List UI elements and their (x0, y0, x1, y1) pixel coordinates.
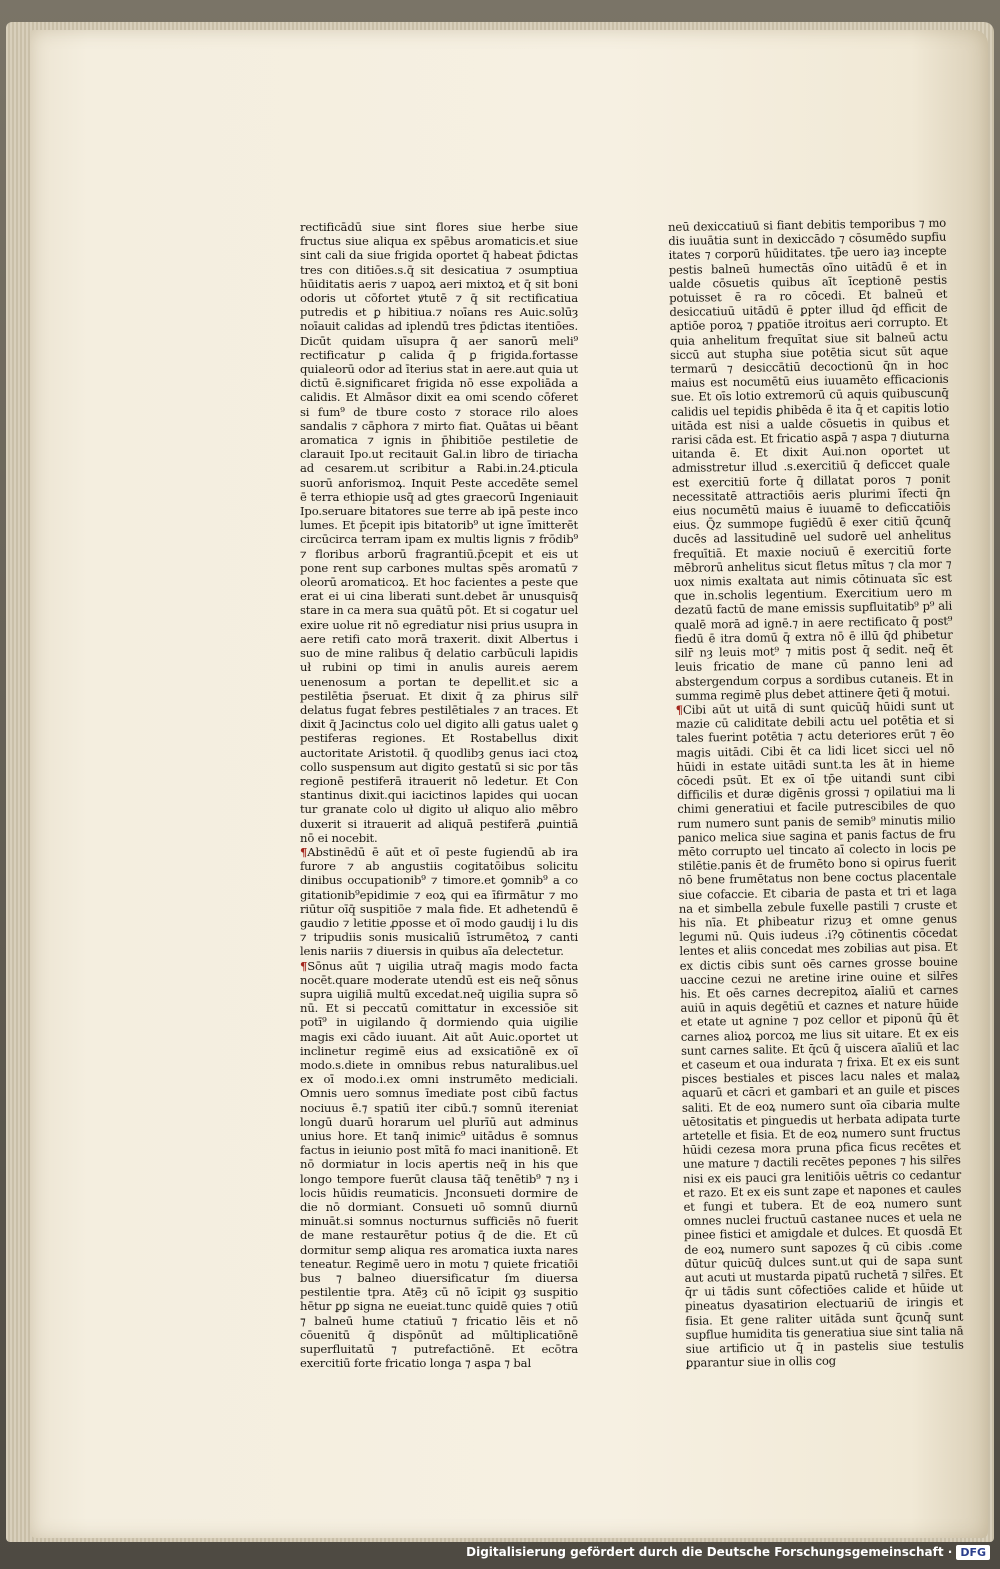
left-paragraph-3-text: Sōnus aūt ⁊ uigilia utraq̄ magis modo facta nocēt.quare moderate utendū est eis neq̄ sōnus supra uigiliā multū excedat.neq̄ uigilia supra sō nū. Et si peccatū comittatur in excessiōe sit potī⁹ in uigilando q̄ dormiendo quia uigilie magis exi cādo iuuant. Ait aūt Auic.oportet ut inclinetur regimē eius ad exsicatiōnē ex oī modo.s.diete in omnibus rebus naturalibus.uel ex oī modo.i.ex omni instrumēto mediciali. Omnis uero somnus īmediate post cibū factus nociuus ē.⁊ spatiū iter cibū.⁊ somnū itereniat longū duarū horarum uel plurīū aut adminus unius hore. Et tanq̄ inimic⁹ uitādus ē somnus factus in ieiunio post mītā fo maci inanitionē. Et nō dormiatur in locis apertis neq̄ in his que longo tempore fuerūt clausa tāq̄ tenētib⁹ ⁊ nȝ i locis hūidis reumaticis. Jnconsueti dormire de die nō dormiant. Consueti uō somnū diurnū minuāt.si somnus nocturnus sufficiēs nō fuerit de mane restaurētur potius q̄ de die. Et cū dormitur semꝑ aliqua res aromatica iuxta nares teneatur. Regimē uero in motu ⁊ quiete fricatiōi bus ⁊ balneo diuersificatur ſm diuersa pestilentie tpra. Atē̄ȝ cū nō īcipit ꝯȝ suspitio hētur ꝑꝑ signa ne eueiat.tunc quidē quies ⁊ otiū ⁊ balneū hume ctatiuū ⁊ fricatio lēis et nō cōuenitū q̄ dispōnūt ad mūltiplicatiōnē superfluitatū ⁊ putrefactiōnē. Et ecōtra exercitiū forte fricatio longa ⁊ asꝑa ⁊ bal (300, 958, 578, 1371)
right-text-column (668, 216, 964, 1371)
digitization-credit (466, 1541, 990, 1563)
right-paragraph-1: neū dexiccatiuū si fiant debitis temporibus ⁊ mo dis iuuātia sunt in dexiccādo ⁊ cōsumēdo supfiu itates ⁊ corporū hūiditates. tp̄e uero iaȝ incepte pestis balneū humectās oīno uitādū ē et in ualde cōsuetis quibus aīt īceptionē pestis potuisset ē ra ro cōcedi. Et balneū et desiccatiuū uitādū ē ꝑpter illud q̄d efficit de aptiōe poroꝝ ⁊ ꝑpatiōe itroitus aeri corrupto. Et quia anhelitum frequītat siue sit balneū actu siccū aut stupha siue potētia sicut sūt aque termarū ⁊ desiccātiū decoctionū q̄n in hoc maius est nocumētū eius iuuamēto efficacionis sue. Et oīs lotio extremorū cū aquis quibuscunq̄ calidis uel tepidis ꝑhibēda ē ita q̄ et capitis lotio uitāda est nisi a ualde cōsuetis in quibus et rarisi cāda est. Et fricatio asꝑā ⁊ aspa ⁊ diuturna uitanda ē. Et dixit Aui.non oportet ut admisstretur illud .s.exercitiū q̄ deficcet quale est exercitiū forte q̄ dillatat poros ⁊ ponit necessitatē attractiōis aeris plurimi īfecti q̄n eius nocumētū maius ē iuuamē to deficcatiōis eius. Q̄z summope fugiēdū ē exer citiū q̄cunq̄ ducēs ad lassitudinē uel sudorē uel anhelitus frequītiā. Et maxie nociuū ē exercitiū forte mēbrorū anhelitus sicut fletus mītus ⁊ cla mor ⁊ uox nimis exaltata aut nimis cōtinuata sīc est que in.scholis legentium. Exercitium uero m dezatū factū de mane emissis supfluitatib⁹ p⁹ ali qualē morā ad ignē.⁊ in aere rectificato q̄ post⁹ fiedū ē itra domū q̄ extra nō ē illū q̄d ꝑhibetur silr̄ nȝ leuis mot⁹ ⁊ mitis post q̄ sedit. neq̄ ēt leuis fricatio de mane cū panno leni ad abstergendum corpus a sordibus cutaneis. Et in summa regimē plus debet attinere q̄eti q̄ motui. (668, 215, 954, 703)
paragraph-mark-icon: ¶ (300, 844, 308, 859)
dfg-logo: DFG (956, 1545, 990, 1560)
right-paragraph-2-text: Cibi aūt ut uitā di sunt quicūq̄ hūidi sunt ut mazie cū caliditate debili actu uel potētia et si tales fuerint potētia ⁊ actu deteriores erūt ⁊ ēo magis uitādi. Cibi ēt ca lidi licet sicci uel nō hūidi in estate uitādi sunt.ta les āt in hieme cōcedi psūt. Et ex oī tp̄e uitandi sunt cibi difficilis et duræ digēnis grossi ⁊ opilatiui ma li chimi generatiui et facile putrescibiles de quo rum numero sunt panis de semib⁹ minutis milio panico melica siue sagina et panis factus de fru mēto corrupto uel tincato aī colecto in locis pe stilētie.panis ēt de frumēto bono si opirus fuerit nō bene frumētatus non bene coctus placentale siue cofaccie. Et cibaria de pasta et tri et laga na et simbella zebule fuxelle pastili ⁊ cruste et his nīa. Et ꝑhibeatur rizuȝ et omne genus legumi nū. Quis iudeus .i?ꝯ cōtinentis cōcedat lentes et aliis concedat mes zobilias aut pisa. Et ex dictis cibis sunt oēs carnes grosse bouine uaccine cezui ne aretine irine ouine et silr̄es his. Et oēs carnes decrepitoꝝ aīaliū et carnes auiū in aquis degētiū et caznes et nature hūide et etate ut agnine ⁊ poz cellor et piponū q̄ū ēt carnes alioꝝ porcoꝝ me lius sit uitare. Et ex eis sunt carnes salite. Et q̄cū q̄ uiscera aīaliū et lac et caseum et oua indurata ⁊ frixa. Et ex eis sunt pisces bestiales et pisces lacu nales et malaꝝ aquarū et cācri et gambari et an guile et pisces saliti. Et de eoꝝ numero sunt oīa cibaria multe uētositatis et pinguedis ut herbata adipata turte artetelle et fisia. Et de eoꝝ numero sunt fructus hūidi cezesa mora pruna pfica ficus recētes et une mature ⁊ dactili recētes pepones ⁊ his silr̄es nisi ex eis pauci gra lenitiōis uētris co cedantur et razo. Et ex eis sunt zape et napones et caules et fungi et tubera. Et de eoꝝ numero sunt omnes nuclei fructuū castanee nuces et uela ne pinee fistici et amigdale et dulces. Et quosdā Et de eoꝝ numero sunt sapozes q̄ cū cibis .come dūtur quicūq̄ dulces sunt.ut qui de sapa sunt aut acuti ut mustarda pipatū ruchetā ⁊ silr̄es. Et q̄r ui tādis sunt cōfectiōes calide et hūide ut pineatus dyasatirion electuariū de iringis et fisia. Et gene raliter uitāda sunt q̄cunq̄ sunt supflue humidita tis generatiua siue sint talia nā siue artificio ut q̄ in pastelis siue testulis ꝑparantur siue in ollis cog (675, 698, 964, 1371)
right-paragraph-2 (676, 698, 964, 1370)
paragraph-mark-icon: ¶ (300, 958, 308, 973)
left-text-column (300, 220, 578, 1370)
left-paragraph-2-text: Abstinēdū ē aūt et oī peste fugiendū ab ira furore ⁊ ab angustiis cogitatōibus solicitu dinibus occupationib⁹ ⁊ timore.et ꝯomnib⁹ a co gitationib⁹epidimie ⁊ eoꝝ qui ea īfirmātur ⁊ mo riūtur oīq̄ suspitiōe ⁊ mala fide. Et adhetendū ē gaudio ⁊ letitie ꝓposse et oī modo gaudij i lu dis ⁊ tripudiis sonis musicaliū īstrumētoꝝ ⁊ canti lenis nariis ⁊ diuersis in quibus aīa delectetur. (300, 844, 578, 959)
credit-text: Digitalisierung gefördert durch die Deutsche Forschungsgemeinschaft · (466, 1545, 953, 1559)
book-page (30, 30, 988, 1538)
left-paragraph-3 (300, 959, 578, 1371)
left-paragraph-2 (300, 845, 578, 959)
paragraph-mark-icon: ¶ (675, 702, 684, 717)
left-paragraph-1: rectificādū siue sint flores siue herbe siue fructus siue aliqua ex spēbus aromaticis.et siue sint cali da siue frigida oportet q̄ habeat p̄dictas tres con ditiōes.s.q̄ sit desicatiua ⁊ ɔsumptiua hūiditatis aeris ⁊ uapoꝝ aeri mixtoꝝ et q̄ sit boni odoris ut cōfortet ꝟtutē ⁊ q̄ sit rectificatiua putredis et ꝑ hibitiua.⁊ noīans res Auic.solūȝ noīauit calidas ad iplendū tres p̄dictas itentiōes. Dicūt quidam uīsupra q̄ aer sanorū meli⁹ rectificatur ꝑ calida q̄ ꝑ frigida.fortasse quialeorū odor ad īterius stat in aere.aut quia ut dictū ē.significaret frigida nō esse expoliāda a calidis. Et Almāsor dixit ea omi scendo cōferet si fum⁹ de tbure costo ⁊ storace rilo aloes sandalis ⁊ cāphora ⁊ mirto fiat. Quātas ui bēant aromatica ⁊ ignis in p̄hibitiōe pestiletie de clarauit Ipo.ut recitauit Gal.in libro de tiriacha ad cesarem.ut scribitur a Rabi.in.24.ꝑticula suorū anforismoꝝ. Inquit Peste accedēte semel ē terra ethiopie usq̄ ad gtes graecorū Ingeniauit Ipo.seruare bitatores sue terre ab ipā peste inco lumes. Et p̄cepit ipis bitatorib⁹ ut igne īmitterēt circūcirca terram ipam ex multis lignis ⁊ frōdib⁹ ⁊ floribus arborū fragrantiū.p̄cepit et eis ut pone rent sup carbones multas spēs aromatū ⁊ oleorū aromaticoꝝ. Et hoc facientes a peste que erat ei ui cina liberati sunt.debet ār unusquisq̄ stare in ca mera sua quātū pōt. Et si cogatur uel exire uolue rit nō egrediatur nisi prius usupra in aere retifi cato morā traxerit. dixit Albertus i suo de mine ralibus q̄ delatio carbūculi lapidis uł rubini op timi in anulis aureis aerem uenenosum a portan te depellit.et sic a pestilētia p̄seruat. Et dixit q̄ za ꝑhirus silr̄ delatus fugat febres pestilētiales ⁊ an traces. Et dixit q̄ Jacinctus colo uel digito alli gatus ualet ꝯ pestiferas regiones. Et Rostabellus dixit auctoritate Aristotiƚ. q̄ quodlibȝ genus iaci ctoꝝ collo suspensum aut digito gestatū si sic por tās regionē pestiferā itrauerit nō ledetur. Et Con stantinus dixit.qui iacictinos lapides qui uocan tur granate colo uł digito uł aliquo alio mēbro duxerit si itrauerit ad aliquā pestiferā ꝓuintiā nō ei nocebit. (300, 220, 578, 845)
